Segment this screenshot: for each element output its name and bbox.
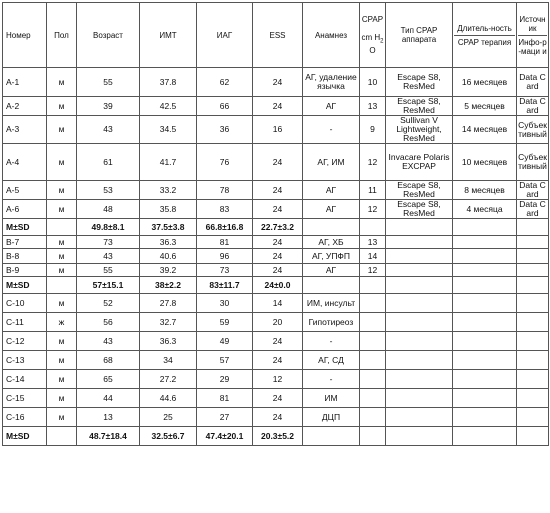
row-device bbox=[386, 219, 453, 236]
row-sex: м bbox=[47, 236, 77, 249]
table-row bbox=[3, 116, 549, 144]
row-bmi: 41.7 bbox=[140, 144, 197, 181]
row-sex: м bbox=[47, 249, 77, 264]
row-age: 68 bbox=[77, 351, 140, 370]
row-bmi: 37.5±3.8 bbox=[140, 219, 197, 236]
row-anamnesis: АГ, удаление язычка bbox=[303, 68, 360, 97]
row-bmi: 25 bbox=[140, 408, 197, 427]
row-bmi: 42.5 bbox=[140, 97, 197, 116]
row-number: С-15 bbox=[3, 389, 47, 408]
row-anamnesis: - bbox=[303, 332, 360, 351]
row-cpap bbox=[360, 370, 386, 389]
summary-row bbox=[3, 277, 549, 294]
row-duration bbox=[453, 313, 517, 332]
row-source: Субъективный bbox=[517, 144, 549, 181]
row-bmi: 32.5±6.7 bbox=[140, 427, 197, 446]
row-cpap: 12 bbox=[360, 144, 386, 181]
summary-row bbox=[3, 219, 549, 236]
row-ess: 24 bbox=[253, 408, 303, 427]
row-number: M±SD bbox=[3, 427, 47, 446]
row-cpap bbox=[360, 313, 386, 332]
row-number: В-8 bbox=[3, 249, 47, 264]
header-duration-top: Длитель-ность bbox=[457, 23, 512, 33]
row-number: А-3 bbox=[3, 116, 47, 144]
row-device bbox=[386, 427, 453, 446]
row-bmi: 39.2 bbox=[140, 264, 197, 277]
row-iag: 76 bbox=[197, 144, 253, 181]
row-sex: м bbox=[47, 294, 77, 313]
row-source: Субъективный bbox=[517, 116, 549, 144]
row-anamnesis: АГ, УПФП bbox=[303, 249, 360, 264]
row-anamnesis: ИМ, инсульт bbox=[303, 294, 360, 313]
row-sex: м bbox=[47, 97, 77, 116]
row-bmi: 36.3 bbox=[140, 236, 197, 249]
row-ess: 24 bbox=[253, 264, 303, 277]
row-sex: м bbox=[47, 351, 77, 370]
row-age: 39 bbox=[77, 97, 140, 116]
row-ess: 20 bbox=[253, 313, 303, 332]
row-ess: 24 bbox=[253, 144, 303, 181]
table-row bbox=[3, 294, 549, 313]
row-bmi: 37.8 bbox=[140, 68, 197, 97]
row-ess: 24 bbox=[253, 236, 303, 249]
row-source bbox=[517, 264, 549, 277]
row-age: 48 bbox=[77, 200, 140, 219]
table-row bbox=[3, 200, 549, 219]
row-iag: 73 bbox=[197, 264, 253, 277]
row-source bbox=[517, 294, 549, 313]
row-age: 52 bbox=[77, 294, 140, 313]
row-device bbox=[386, 408, 453, 427]
header-cpap bbox=[360, 3, 386, 68]
row-sex: м bbox=[47, 408, 77, 427]
row-duration: 10 месяцев bbox=[453, 144, 517, 181]
row-source bbox=[517, 313, 549, 332]
row-anamnesis: - bbox=[303, 370, 360, 389]
row-device: Sullivan V Lightweight, ResMed bbox=[386, 116, 453, 144]
row-age: 56 bbox=[77, 313, 140, 332]
row-cpap bbox=[360, 294, 386, 313]
row-duration bbox=[453, 408, 517, 427]
row-sex: м bbox=[47, 370, 77, 389]
row-cpap: 10 bbox=[360, 68, 386, 97]
header-row bbox=[3, 3, 549, 68]
row-iag: 49 bbox=[197, 332, 253, 351]
row-anamnesis bbox=[303, 277, 360, 294]
row-number: M±SD bbox=[3, 277, 47, 294]
row-duration bbox=[453, 427, 517, 446]
row-cpap bbox=[360, 219, 386, 236]
header-iag: ИАГ bbox=[197, 3, 253, 68]
row-bmi: 32.7 bbox=[140, 313, 197, 332]
row-iag: 27 bbox=[197, 408, 253, 427]
row-ess: 24 bbox=[253, 68, 303, 97]
row-cpap: 13 bbox=[360, 97, 386, 116]
row-sex: м bbox=[47, 264, 77, 277]
row-age: 65 bbox=[77, 370, 140, 389]
row-iag: 36 bbox=[197, 116, 253, 144]
row-iag: 81 bbox=[197, 389, 253, 408]
row-age: 13 bbox=[77, 408, 140, 427]
row-bmi: 33.2 bbox=[140, 181, 197, 200]
row-sex: м bbox=[47, 181, 77, 200]
row-device bbox=[386, 389, 453, 408]
row-bmi: 36.3 bbox=[140, 332, 197, 351]
row-sex bbox=[47, 427, 77, 446]
table-row bbox=[3, 236, 549, 249]
table-row bbox=[3, 351, 549, 370]
row-device: Escape S8, ResMed bbox=[386, 200, 453, 219]
row-anamnesis: - bbox=[303, 116, 360, 144]
row-device bbox=[386, 249, 453, 264]
row-duration bbox=[453, 294, 517, 313]
row-anamnesis: АГ, ИМ bbox=[303, 144, 360, 181]
row-number: С-13 bbox=[3, 351, 47, 370]
row-age: 61 bbox=[77, 144, 140, 181]
row-iag: 78 bbox=[197, 181, 253, 200]
row-iag: 47.4±20.1 bbox=[197, 427, 253, 446]
row-age: 44 bbox=[77, 389, 140, 408]
header-source-top: Источник bbox=[519, 14, 546, 33]
row-duration bbox=[453, 264, 517, 277]
row-cpap: 12 bbox=[360, 200, 386, 219]
row-ess: 24 bbox=[253, 332, 303, 351]
row-number: А-4 bbox=[3, 144, 47, 181]
table-row bbox=[3, 264, 549, 277]
row-anamnesis: АГ bbox=[303, 264, 360, 277]
row-source: Data Card bbox=[517, 181, 549, 200]
row-ess: 24 bbox=[253, 389, 303, 408]
header-num: Номер bbox=[3, 3, 47, 68]
row-device bbox=[386, 351, 453, 370]
row-device: Escape S8, ResMed bbox=[386, 97, 453, 116]
row-number: В-9 bbox=[3, 264, 47, 277]
row-cpap bbox=[360, 408, 386, 427]
row-duration bbox=[453, 249, 517, 264]
row-anamnesis: АГ bbox=[303, 200, 360, 219]
row-source bbox=[517, 219, 549, 236]
row-ess: 24±0.0 bbox=[253, 277, 303, 294]
table-row bbox=[3, 370, 549, 389]
row-sex: м bbox=[47, 332, 77, 351]
header-anamnesis: Анамнез bbox=[303, 3, 360, 68]
header-age: Возраст bbox=[77, 3, 140, 68]
row-bmi: 34 bbox=[140, 351, 197, 370]
row-device bbox=[386, 370, 453, 389]
row-source: Data Card bbox=[517, 97, 549, 116]
row-number: С-14 bbox=[3, 370, 47, 389]
table-row bbox=[3, 144, 549, 181]
row-ess: 24 bbox=[253, 200, 303, 219]
row-cpap bbox=[360, 332, 386, 351]
row-cpap: 9 bbox=[360, 116, 386, 144]
row-device bbox=[386, 264, 453, 277]
row-source bbox=[517, 427, 549, 446]
header-source-bottom: Инфо-р-маци и bbox=[518, 35, 547, 56]
row-device: Escape S8, ResMed bbox=[386, 68, 453, 97]
row-bmi: 38±2.2 bbox=[140, 277, 197, 294]
row-number: С-11 bbox=[3, 313, 47, 332]
row-device: Invacare Polaris EXCPAP bbox=[386, 144, 453, 181]
row-anamnesis: АГ bbox=[303, 97, 360, 116]
row-number: А-5 bbox=[3, 181, 47, 200]
table-row bbox=[3, 408, 549, 427]
row-source: Data Card bbox=[517, 68, 549, 97]
row-number: А-6 bbox=[3, 200, 47, 219]
row-cpap: 13 bbox=[360, 236, 386, 249]
row-number: M±SD bbox=[3, 219, 47, 236]
header-cpap-unit: cm H bbox=[361, 32, 381, 42]
row-ess: 24 bbox=[253, 97, 303, 116]
row-ess: 22.7±3.2 bbox=[253, 219, 303, 236]
table-row bbox=[3, 389, 549, 408]
row-anamnesis bbox=[303, 427, 360, 446]
summary-row bbox=[3, 427, 549, 446]
row-ess: 24 bbox=[253, 351, 303, 370]
row-bmi: 35.8 bbox=[140, 200, 197, 219]
row-sex: ж bbox=[47, 313, 77, 332]
row-age: 55 bbox=[77, 264, 140, 277]
header-device: Тип CPAP аппарата bbox=[386, 3, 453, 68]
row-ess: 12 bbox=[253, 370, 303, 389]
row-number: А-1 bbox=[3, 68, 47, 97]
row-anamnesis bbox=[303, 219, 360, 236]
row-device: Escape S8, ResMed bbox=[386, 181, 453, 200]
row-duration: 5 месяцев bbox=[453, 97, 517, 116]
row-source bbox=[517, 370, 549, 389]
row-duration bbox=[453, 219, 517, 236]
row-number: С-16 bbox=[3, 408, 47, 427]
row-anamnesis: Гипотиреоз bbox=[303, 313, 360, 332]
row-anamnesis: АГ, СД bbox=[303, 351, 360, 370]
header-duration-bottom: CPAP терапия bbox=[454, 35, 515, 47]
row-number: С-10 bbox=[3, 294, 47, 313]
row-age: 55 bbox=[77, 68, 140, 97]
row-ess: 24 bbox=[253, 181, 303, 200]
row-iag: 29 bbox=[197, 370, 253, 389]
row-source bbox=[517, 236, 549, 249]
row-bmi: 27.8 bbox=[140, 294, 197, 313]
row-cpap: 11 bbox=[360, 181, 386, 200]
row-ess: 14 bbox=[253, 294, 303, 313]
table-row bbox=[3, 181, 549, 200]
row-duration: 14 месяцев bbox=[453, 116, 517, 144]
row-source bbox=[517, 408, 549, 427]
row-device bbox=[386, 294, 453, 313]
row-bmi: 40.6 bbox=[140, 249, 197, 264]
row-sex: м bbox=[47, 68, 77, 97]
row-duration: 4 месяца bbox=[453, 200, 517, 219]
table-row bbox=[3, 249, 549, 264]
header-duration bbox=[453, 3, 517, 68]
row-ess: 16 bbox=[253, 116, 303, 144]
row-device bbox=[386, 277, 453, 294]
row-age: 43 bbox=[77, 332, 140, 351]
row-ess: 24 bbox=[253, 249, 303, 264]
row-device bbox=[386, 236, 453, 249]
row-iag: 57 bbox=[197, 351, 253, 370]
row-duration bbox=[453, 389, 517, 408]
header-bmi: ИМТ bbox=[140, 3, 197, 68]
row-source bbox=[517, 332, 549, 351]
row-source bbox=[517, 389, 549, 408]
row-duration bbox=[453, 236, 517, 249]
row-number: С-12 bbox=[3, 332, 47, 351]
row-duration bbox=[453, 277, 517, 294]
table-row bbox=[3, 313, 549, 332]
row-number: В-7 bbox=[3, 236, 47, 249]
header-cpap-unit-end: O bbox=[369, 46, 376, 56]
row-source bbox=[517, 277, 549, 294]
row-iag: 66.8±16.8 bbox=[197, 219, 253, 236]
header-source bbox=[517, 3, 549, 68]
row-age: 53 bbox=[77, 181, 140, 200]
row-bmi: 34.5 bbox=[140, 116, 197, 144]
row-sex: м bbox=[47, 144, 77, 181]
row-sex: м bbox=[47, 389, 77, 408]
header-ess: ESS bbox=[253, 3, 303, 68]
row-duration bbox=[453, 332, 517, 351]
row-source bbox=[517, 351, 549, 370]
row-sex: м bbox=[47, 200, 77, 219]
row-cpap: 12 bbox=[360, 264, 386, 277]
row-number: А-2 bbox=[3, 97, 47, 116]
row-cpap bbox=[360, 277, 386, 294]
table-row bbox=[3, 332, 549, 351]
row-iag: 66 bbox=[197, 97, 253, 116]
row-anamnesis: АГ, ХБ bbox=[303, 236, 360, 249]
row-cpap: 14 bbox=[360, 249, 386, 264]
row-anamnesis: ДЦП bbox=[303, 408, 360, 427]
row-iag: 62 bbox=[197, 68, 253, 97]
row-source bbox=[517, 249, 549, 264]
row-iag: 83±11.7 bbox=[197, 277, 253, 294]
row-iag: 81 bbox=[197, 236, 253, 249]
row-age: 48.7±18.4 bbox=[77, 427, 140, 446]
header-cpap-top: CPAP bbox=[361, 14, 384, 24]
header-sex: Пол bbox=[47, 3, 77, 68]
row-device bbox=[386, 313, 453, 332]
row-age: 43 bbox=[77, 249, 140, 264]
row-age: 57±15.1 bbox=[77, 277, 140, 294]
row-iag: 30 bbox=[197, 294, 253, 313]
row-sex bbox=[47, 219, 77, 236]
row-duration bbox=[453, 370, 517, 389]
row-duration: 8 месяцев bbox=[453, 181, 517, 200]
row-cpap bbox=[360, 351, 386, 370]
row-anamnesis: АГ bbox=[303, 181, 360, 200]
table-row bbox=[3, 68, 549, 97]
header-cpap-sub: 2 bbox=[380, 38, 384, 45]
row-cpap bbox=[360, 427, 386, 446]
row-source: Data Card bbox=[517, 200, 549, 219]
row-bmi: 27.2 bbox=[140, 370, 197, 389]
row-sex bbox=[47, 277, 77, 294]
row-anamnesis: ИМ bbox=[303, 389, 360, 408]
row-duration bbox=[453, 351, 517, 370]
row-iag: 59 bbox=[197, 313, 253, 332]
row-age: 73 bbox=[77, 236, 140, 249]
row-iag: 96 bbox=[197, 249, 253, 264]
table-row bbox=[3, 97, 549, 116]
row-age: 43 bbox=[77, 116, 140, 144]
row-ess: 20.3±5.2 bbox=[253, 427, 303, 446]
patient-table bbox=[2, 2, 549, 446]
row-device bbox=[386, 332, 453, 351]
row-age: 49.8±8.1 bbox=[77, 219, 140, 236]
row-sex: м bbox=[47, 116, 77, 144]
row-duration: 16 месяцев bbox=[453, 68, 517, 97]
row-bmi: 44.6 bbox=[140, 389, 197, 408]
row-iag: 83 bbox=[197, 200, 253, 219]
row-cpap bbox=[360, 389, 386, 408]
